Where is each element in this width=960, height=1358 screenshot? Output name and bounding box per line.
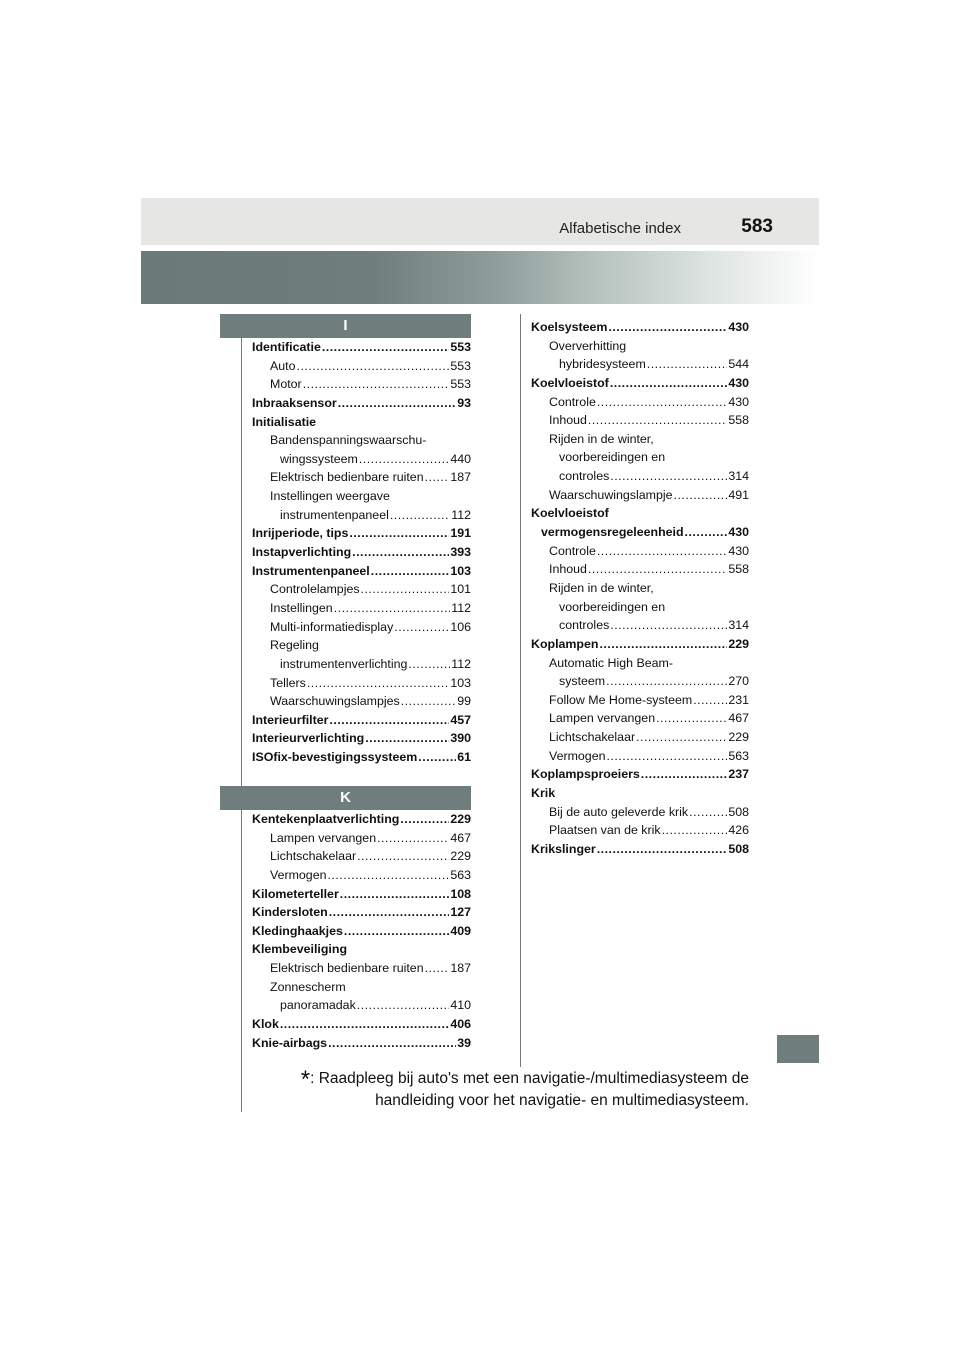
dot-leader: [689, 803, 727, 822]
entry-page: 106: [450, 619, 471, 634]
dot-leader: [329, 711, 449, 730]
section-header-i: [220, 314, 471, 338]
index-entry: [531, 486, 749, 505]
dot-leader: [390, 506, 450, 525]
index-column-k: [252, 810, 471, 1052]
dot-leader: [329, 903, 450, 922]
index-entry: [252, 1015, 471, 1034]
index-entry: [531, 728, 749, 747]
footnote: [301, 1068, 749, 1111]
footnote-star: *: [300, 1066, 311, 1093]
dot-leader: [322, 338, 449, 357]
dot-leader: [425, 468, 450, 487]
entry-term: voorbereidingen en: [559, 599, 666, 614]
entry-term: Rijden in de winter,: [549, 431, 654, 446]
dot-leader: [327, 866, 449, 885]
entry-term: Oververhitting: [549, 338, 627, 353]
index-entry: [252, 866, 471, 885]
entry-term: instrumentenpaneel: [280, 507, 389, 522]
index-entry: [252, 468, 471, 487]
entry-term: Lichtschakelaar: [549, 730, 636, 745]
entry-page: 410: [450, 998, 471, 1013]
index-entry: [531, 374, 749, 393]
entry-term: hybridesysteem: [559, 357, 646, 372]
dot-leader: [647, 355, 728, 374]
index-entry: [531, 337, 749, 356]
index-entry: [252, 543, 471, 562]
dot-leader: [610, 467, 727, 486]
entry-term: Identificatie: [252, 340, 321, 354]
dot-leader: [280, 1015, 449, 1034]
page-header: [141, 198, 819, 245]
entry-page: 426: [728, 823, 749, 838]
dot-leader: [656, 709, 727, 728]
index-entry: [531, 691, 749, 710]
entry-term: panoramadak: [280, 998, 356, 1013]
entry-page: 440: [450, 451, 471, 466]
index-entry: [531, 784, 749, 803]
entry-term: systeem: [559, 674, 606, 689]
entry-term: Lampen vervangen: [270, 830, 377, 845]
index-entry: [252, 959, 471, 978]
entry-page: 314: [728, 469, 749, 484]
entry-term: Controlelampjes: [270, 582, 360, 597]
section-title: Alfabetische index: [559, 220, 681, 237]
dot-leader: [361, 580, 450, 599]
dot-leader: [418, 748, 456, 767]
index-entry: [252, 580, 471, 599]
entry-term: Vermogen: [270, 867, 327, 882]
index-entry: [531, 430, 749, 449]
index-entry: [531, 672, 749, 691]
page-number: 583: [741, 216, 773, 237]
index-entry: [252, 562, 471, 581]
index-entry: [252, 847, 471, 866]
dot-leader: [344, 922, 449, 941]
entry-term: controles: [559, 618, 610, 633]
dot-leader: [352, 543, 449, 562]
index-entry: [252, 524, 471, 543]
index-entry: [531, 411, 749, 430]
index-entry: [531, 393, 749, 412]
index-entry: [252, 338, 471, 357]
entry-term: Rijden in de winter,: [549, 580, 654, 595]
index-entry: [531, 709, 749, 728]
dot-leader: [588, 560, 727, 579]
index-entry: [252, 636, 471, 655]
index-entry: [531, 579, 749, 598]
entry-page: 467: [728, 711, 749, 726]
entry-page: 101: [450, 582, 471, 597]
index-entry: [252, 810, 471, 829]
dot-leader: [597, 542, 727, 561]
index-entry: [252, 375, 471, 394]
entry-term: Kledinghaakjes: [252, 923, 343, 938]
entry-term: Klembeveiliging: [252, 942, 348, 957]
entry-term: Instellingen weergave: [270, 489, 390, 504]
index-entry: [252, 922, 471, 941]
index-entry: [252, 618, 471, 637]
entry-page: 229: [450, 849, 471, 864]
entry-term: Klok: [252, 1017, 279, 1032]
dot-leader: [425, 959, 450, 978]
entry-page: 430: [728, 543, 749, 558]
entry-term: Motor: [270, 377, 302, 392]
index-entry: [252, 940, 471, 959]
entry-page: 191: [450, 526, 471, 541]
entry-page: 231: [728, 692, 749, 707]
index-column-right: [531, 318, 749, 859]
entry-page: 390: [450, 731, 471, 746]
entry-page: 99: [457, 694, 471, 709]
entry-page: 563: [450, 867, 471, 882]
entry-term: Interieurverlichting: [252, 731, 365, 746]
entry-term: Kentekenplaatverlichting: [252, 812, 400, 826]
dot-leader: [357, 847, 449, 866]
entry-term: Inrijperiode, tips: [252, 526, 349, 541]
entry-term: Krik: [531, 786, 556, 801]
dot-leader: [307, 674, 450, 693]
dot-leader: [401, 692, 457, 711]
dot-leader: [608, 318, 727, 337]
column-divider-middle: [520, 314, 521, 1067]
entry-term: Auto: [270, 358, 296, 373]
entry-term: Controle: [549, 394, 596, 409]
index-entry: [252, 394, 471, 413]
index-entry: [252, 978, 471, 997]
entry-term: Bij de auto geleverde krik: [549, 804, 689, 819]
dot-leader: [394, 618, 449, 637]
index-entry: [252, 506, 471, 525]
index-entry: [531, 616, 749, 635]
entry-term: Tellers: [270, 675, 306, 690]
entry-page: 127: [450, 905, 471, 920]
dot-leader: [328, 1034, 456, 1053]
dot-leader: [610, 616, 727, 635]
entry-term: Elektrisch bedienbare ruiten: [270, 961, 424, 976]
entry-term: Knie-airbags: [252, 1035, 328, 1050]
entry-page: 558: [728, 413, 749, 428]
entry-term: Kilometerteller: [252, 886, 339, 901]
index-entry: [252, 711, 471, 730]
entry-page: 553: [450, 377, 471, 392]
header-band: [141, 251, 819, 304]
entry-term: wingssysteem: [280, 451, 358, 466]
entry-term: Zonnescherm: [270, 979, 346, 994]
index-entry: [531, 821, 749, 840]
index-entry: [252, 885, 471, 904]
index-entry: [531, 560, 749, 579]
entry-page: 39: [457, 1035, 471, 1050]
dot-leader: [334, 599, 451, 618]
entry-page: 393: [450, 545, 471, 560]
dot-leader: [597, 840, 728, 859]
dot-leader: [349, 524, 449, 543]
dot-leader: [340, 885, 450, 904]
entry-term: Instellingen: [270, 600, 333, 615]
index-entry: [252, 450, 471, 469]
index-entry: [531, 654, 749, 673]
index-entry: [531, 747, 749, 766]
index-entry: [531, 355, 749, 374]
entry-page: 406: [450, 1017, 471, 1032]
entry-term: Follow Me Home-systeem: [549, 692, 693, 707]
dot-leader: [357, 996, 450, 1015]
dot-leader: [297, 357, 450, 376]
dot-leader: [636, 728, 727, 747]
entry-page: 229: [450, 812, 471, 826]
entry-term: vermogensregeleenheid: [541, 525, 684, 540]
entry-page: 508: [728, 841, 749, 856]
column-divider-left: [241, 337, 242, 1112]
entry-term: Multi-informatiedisplay: [270, 619, 394, 634]
index-entry: [252, 829, 471, 848]
dot-leader: [599, 635, 727, 654]
dot-leader: [606, 672, 727, 691]
entry-term: controles: [559, 469, 610, 484]
entry-page: 237: [728, 767, 749, 782]
entry-term: Inhoud: [549, 562, 587, 577]
index-entry: [531, 542, 749, 561]
entry-page: 558: [728, 562, 749, 577]
index-entry: [252, 599, 471, 618]
entry-page: 103: [450, 563, 471, 578]
entry-term: Kindersloten: [252, 905, 328, 920]
entry-term: Elektrisch bedienbare ruiten: [270, 470, 424, 485]
index-entry: [531, 318, 749, 337]
index-entry: [252, 903, 471, 922]
dot-leader: [597, 393, 727, 412]
entry-page: 430: [728, 394, 749, 409]
index-entry: [252, 357, 471, 376]
entry-term: Koelvloeistof: [531, 375, 609, 390]
section-letter: I: [343, 317, 348, 334]
entry-page: 544: [728, 357, 749, 372]
footnote-line-1: : Raadpleeg bij auto's met een navigatie-/multimediasysteem de: [310, 1070, 749, 1087]
entry-term: Krikslinger: [531, 841, 596, 856]
entry-term: Automatic High Beam-: [549, 655, 673, 670]
index-entry: [252, 431, 471, 450]
entry-page: 270: [728, 674, 749, 689]
index-entry: [531, 803, 749, 822]
entry-term: Plaatsen van de krik: [549, 823, 661, 838]
section-letter: K: [340, 789, 351, 806]
index-entry: [252, 729, 471, 748]
entry-term: Inhoud: [549, 413, 587, 428]
entry-page: 187: [450, 961, 471, 976]
index-entry: [531, 523, 749, 542]
index-entry: [531, 635, 749, 654]
dot-leader: [408, 655, 450, 674]
dot-leader: [685, 523, 728, 542]
index-entry: [252, 1034, 471, 1053]
entry-term: Interieurfilter: [252, 712, 329, 727]
index-column-i: [252, 338, 471, 767]
entry-term: Inbraaksensor: [252, 395, 337, 410]
entry-page: 314: [728, 618, 749, 633]
entry-page: 112: [451, 600, 471, 615]
entry-term: Instrumentenpaneel: [252, 563, 370, 578]
entry-page: 108: [450, 886, 471, 901]
dot-leader: [610, 374, 728, 393]
entry-page: 553: [450, 340, 471, 354]
entry-term: Koplampen: [531, 636, 599, 651]
entry-page: 112: [451, 656, 471, 671]
dot-leader: [400, 810, 449, 829]
entry-page: 430: [728, 320, 749, 334]
entry-page: 430: [728, 525, 749, 540]
entry-page: 61: [457, 750, 471, 765]
entry-term: ISOfix-bevestigingssysteem: [252, 750, 418, 765]
index-entry: [531, 504, 749, 523]
entry-page: 93: [457, 395, 471, 410]
index-entry: [531, 448, 749, 467]
entry-term: Koelsysteem: [531, 320, 608, 334]
entry-page: 491: [728, 487, 749, 502]
chapter-tab: [777, 1035, 819, 1063]
index-entry: [252, 692, 471, 711]
index-entry: [252, 996, 471, 1015]
index-entry: [531, 765, 749, 784]
entry-term: Lampen vervangen: [549, 711, 656, 726]
dot-leader: [371, 562, 450, 581]
entry-term: Bandenspanningswaarschu-: [270, 433, 427, 448]
entry-term: Vermogen: [549, 748, 606, 763]
index-entry: [252, 655, 471, 674]
entry-page: 563: [728, 748, 749, 763]
dot-leader: [641, 765, 728, 784]
dot-leader: [606, 747, 727, 766]
dot-leader: [365, 729, 449, 748]
entry-term: instrumentenverlichting: [280, 656, 408, 671]
entry-page: 229: [728, 730, 749, 745]
dot-leader: [338, 394, 456, 413]
entry-page: 467: [450, 830, 471, 845]
dot-leader: [662, 821, 728, 840]
entry-term: Koplampsproeiers: [531, 767, 640, 782]
entry-page: 553: [450, 358, 471, 373]
entry-term: Waarschuwingslampjes: [270, 694, 400, 709]
index-entry: [531, 840, 749, 859]
entry-term: voorbereidingen en: [559, 450, 666, 465]
entry-term: Instapverlichting: [252, 545, 352, 560]
index-entry: [252, 413, 471, 432]
entry-term: Koelvloeistof: [531, 506, 609, 521]
entry-page: 187: [450, 470, 471, 485]
entry-page: 112: [451, 507, 471, 522]
index-entry: [252, 674, 471, 693]
entry-page: 457: [450, 712, 471, 727]
dot-leader: [674, 486, 728, 505]
dot-leader: [303, 375, 450, 394]
entry-term: Regeling: [270, 638, 319, 653]
entry-term: Lichtschakelaar: [270, 849, 357, 864]
entry-page: 229: [728, 636, 749, 651]
entry-term: Controle: [549, 543, 596, 558]
entry-page: 430: [728, 375, 749, 390]
section-header-k: [220, 786, 471, 810]
entry-page: 103: [450, 675, 471, 690]
footnote-line-2: handleiding voor het navigatie- en multimediasysteem.: [375, 1092, 749, 1109]
dot-leader: [693, 691, 727, 710]
dot-leader: [377, 829, 449, 848]
dot-leader: [588, 411, 727, 430]
entry-term: Waarschuwingslampje: [549, 487, 673, 502]
index-entry: [531, 467, 749, 486]
entry-page: 409: [450, 923, 471, 938]
dot-leader: [359, 450, 450, 469]
index-entry: [531, 598, 749, 617]
index-entry: [252, 487, 471, 506]
entry-term: Initialisatie: [252, 414, 317, 429]
entry-page: 508: [728, 804, 749, 819]
index-entry: [252, 748, 471, 767]
